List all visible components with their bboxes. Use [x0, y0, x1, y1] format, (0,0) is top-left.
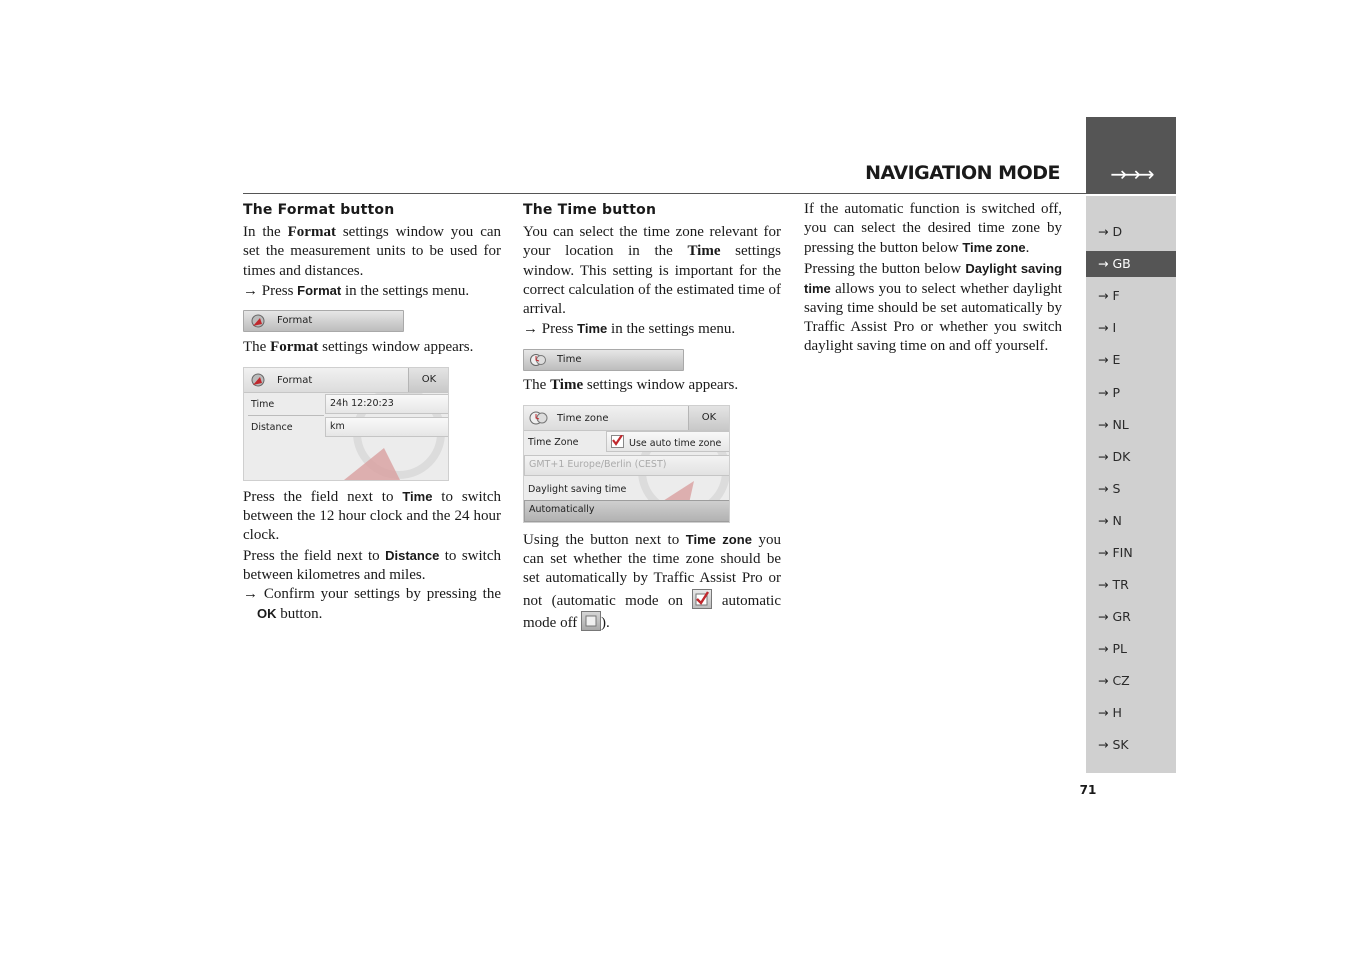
paragraph: You can select the time zone relevant for your location in the Time settings window. This setting is important for the correct calculation of the estimated time of arrival.: [523, 224, 781, 318]
instruction-step: → Press Format in the settings menu.: [243, 282, 470, 299]
format-menu-button[interactable]: [243, 310, 404, 332]
distance-field[interactable]: km: [325, 417, 449, 437]
clock-icon: [529, 411, 549, 425]
sidebar-item-p[interactable]: → P: [1098, 385, 1120, 400]
divider: [248, 415, 324, 416]
paragraph: Using the button next to Time zone you can set whether the time zone should be set automatically by Traffic Assist Pro or not (automatic mode on automatic mode off ).: [523, 532, 781, 631]
time-zone-select[interactable]: GMT+1 Europe/Berlin (CEST): [524, 455, 730, 476]
sidebar-item-gr[interactable]: → GR: [1098, 609, 1131, 624]
paragraph: If the automatic function is switched off, you can select the desired time zone by pressing the button below Time zone.: [804, 201, 1062, 257]
time-menu-button[interactable]: [523, 349, 684, 371]
heading-format-button: The Format button: [243, 202, 395, 218]
sidebar-item-i[interactable]: → I: [1098, 320, 1117, 335]
sidebar-item-h[interactable]: → H: [1098, 705, 1122, 720]
daylight-saving-label: Daylight saving time: [528, 484, 627, 495]
time-zone-settings-window: [523, 405, 730, 523]
time-label: Time: [251, 399, 275, 410]
sidebar-item-dk[interactable]: → DK: [1098, 449, 1131, 464]
format-button-label: Format: [277, 315, 313, 326]
sidebar-item-f[interactable]: → F: [1098, 288, 1120, 303]
window-title: Format: [277, 375, 313, 386]
paragraph: The Time settings window appears.: [523, 377, 739, 393]
checkbox-unchecked-icon: [581, 611, 601, 631]
time-instructions: [523, 530, 781, 633]
sidebar-item-fin[interactable]: → FIN: [1098, 545, 1133, 560]
sidebar-item-sk[interactable]: → SK: [1098, 737, 1129, 752]
window-title: Time zone: [557, 413, 609, 424]
format-settings-window: [243, 367, 449, 481]
sidebar-item-pl[interactable]: → PL: [1098, 641, 1127, 656]
heading-time-button: The Time button: [523, 202, 657, 218]
sidebar-item-d[interactable]: → D: [1098, 224, 1123, 239]
ok-button[interactable]: OK: [688, 406, 729, 430]
paragraph: Pressing the button below Daylight saving time allows you to select whether daylight saving time should be set automatically by Traffic Assist Pro or whether you switch daylight saving time on and off yourself.: [804, 260, 1063, 355]
auto-time-zone-toggle[interactable]: [606, 431, 730, 452]
column-format: [243, 201, 501, 301]
time-zone-label: Time Zone: [528, 437, 579, 448]
sidebar-item-gb[interactable]: → GB: [1086, 251, 1176, 277]
sidebar-item-e[interactable]: → E: [1098, 352, 1121, 367]
paragraph: Press the field next to Distance to switch between kilometres and miles.: [243, 547, 501, 583]
checkbox-checked-icon: [611, 435, 624, 448]
format-icon: [250, 314, 266, 328]
ok-button[interactable]: OK: [408, 368, 449, 392]
daylight-saving-select[interactable]: Automatically: [524, 500, 730, 522]
sidebar-item-n[interactable]: → N: [1098, 513, 1122, 528]
time-button-label: Time: [557, 354, 582, 365]
paragraph: In the Format settings window you can set the measurement units to be used for times and distances.: [243, 224, 502, 279]
instruction-step: → Press Time in the settings menu.: [523, 321, 736, 338]
page-title: NAVIGATION MODE: [865, 162, 1060, 184]
header-arrows: →→→: [1110, 162, 1152, 186]
format-window-caption: [243, 338, 501, 357]
column-time: [523, 201, 781, 339]
paragraph: The Format settings window appears.: [243, 339, 474, 355]
instruction-step: → Confirm your settings by pressing the OK button.: [243, 586, 501, 623]
checkbox-checked-icon: [692, 589, 712, 609]
sidebar-item-tr[interactable]: → TR: [1098, 577, 1129, 592]
time-window-caption: [523, 376, 781, 395]
sidebar-item-nl[interactable]: → NL: [1098, 417, 1129, 432]
format-icon: [250, 373, 266, 387]
column-time-continued: [804, 200, 1062, 357]
distance-label: Distance: [251, 422, 293, 433]
page-number: 71: [1079, 783, 1097, 797]
sidebar-item-cz[interactable]: → CZ: [1098, 673, 1130, 688]
clock-icon: [530, 353, 546, 367]
language-sidebar: [1086, 196, 1176, 773]
header-divider: [243, 193, 1086, 194]
sidebar-item-s[interactable]: → S: [1098, 481, 1121, 496]
time-field[interactable]: 24h 12:20:23: [325, 394, 449, 414]
format-instructions: [243, 487, 501, 624]
auto-time-zone-label: Use auto time zone: [629, 438, 722, 449]
paragraph: Press the field next to Time to switch between the 12 hour clock and the 24 hour clock.: [243, 489, 501, 544]
